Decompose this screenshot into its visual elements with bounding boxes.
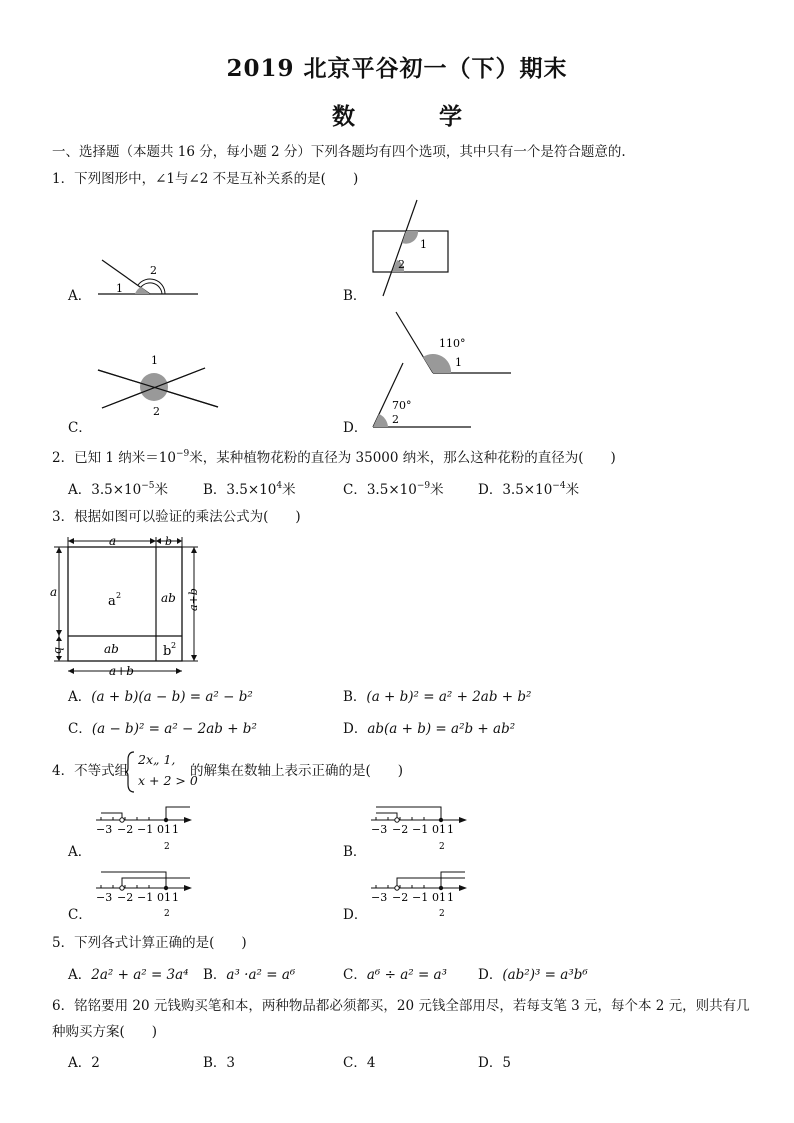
q2-stem-post: 米，某种植物花粉的直径为 35000 纳米，那么这种花粉的直径为( ) <box>189 450 616 466</box>
q5-option-c-text: a⁶ ÷ a² = a³ <box>366 967 448 983</box>
q3-option-c <box>68 720 257 738</box>
q4d-tick-1: 1 <box>447 891 454 904</box>
q5-option-b <box>203 966 295 984</box>
q2-option-d-unit: 米 <box>565 482 580 498</box>
q4-brace <box>124 750 136 794</box>
q1c-angle-1: 1 <box>151 354 158 367</box>
q4-system-line2: x + 2 > 0 <box>138 773 198 788</box>
q2-option-a-exp: −5 <box>141 481 155 491</box>
q2-option-d-label: D． <box>478 482 503 498</box>
q6-option-a <box>68 1054 100 1072</box>
q4c-tick-1: 1 <box>172 891 179 904</box>
q5-option-d-label: D． <box>478 967 503 983</box>
q4d-tick-half-den: 2 <box>439 909 445 918</box>
q6-option-a-label: A． <box>68 1055 92 1071</box>
q4-stem-post: 的解集在数轴上表示正确的是( ) <box>190 763 404 779</box>
q2-stem <box>52 449 616 467</box>
q3-area-ab-bottom: ab <box>104 642 119 656</box>
q3-top-a: a <box>109 534 117 548</box>
q3-option-d-label: D． <box>343 721 368 737</box>
q4-option-a-label: A． <box>68 844 92 860</box>
q2-option-c-base: 3.5×10 <box>366 482 417 498</box>
q2-option-a <box>68 481 168 499</box>
q4b-tick-m2: −2 <box>392 823 409 836</box>
q4a-tick-m1: −1 <box>137 823 154 836</box>
q1d-angle-110: 110° <box>439 337 466 350</box>
q4-stem-pre: 4．不等式组 <box>52 763 129 779</box>
q3-option-b-text: (a + b)² = a² + 2ab + b² <box>366 689 532 705</box>
q2-option-d-exp: −4 <box>552 481 566 491</box>
q2-option-c-exp: −9 <box>416 481 431 491</box>
q3-option-b-label: B． <box>343 689 367 705</box>
q4d-tick-half-num: 1 <box>439 891 446 904</box>
q1b-angle-1: 1 <box>420 238 427 251</box>
q4b-tick-1: 1 <box>447 823 454 836</box>
q3-bottom-apb: a+b <box>109 664 134 678</box>
page-title: 2019 北京平谷初一（下）期末 <box>226 55 568 82</box>
q6-option-c-label: C． <box>343 1055 367 1071</box>
q6-option-b-text: 3 <box>226 1055 236 1071</box>
q2-option-a-label: A． <box>68 482 92 498</box>
q3-option-c-text: (a − b)² = a² − 2ab + b² <box>91 721 257 737</box>
q5-option-a <box>68 966 189 984</box>
q1-figure-d <box>365 305 520 430</box>
q1d-angle-1: 1 <box>455 356 462 369</box>
q3-option-a-label: A． <box>68 689 92 705</box>
q1b-angle-2: 2 <box>398 258 405 271</box>
q4a-tick-half-num: 1 <box>164 823 171 836</box>
q3-left-a: a <box>50 585 58 599</box>
q3-option-a-text: (a + b)(a − b) = a² − b² <box>91 689 253 705</box>
q4-numberline-a <box>92 803 202 855</box>
q3-option-b <box>343 688 531 706</box>
q5-stem: 5．下列各式计算正确的是( ) <box>52 935 247 951</box>
q3-stem: 3．根据如图可以验证的乘法公式为( ) <box>52 509 301 525</box>
q1c-angle-2: 2 <box>153 405 160 418</box>
q4d-tick-0: 0 <box>432 891 439 904</box>
q1-option-c-label: C． <box>68 420 92 436</box>
q4b-tick-m1: −1 <box>412 823 429 836</box>
q3-option-c-label: C． <box>68 721 92 737</box>
q2-stem-exp: −9 <box>175 449 190 459</box>
q4b-tick-half-den: 2 <box>439 842 445 852</box>
q4d-tick-m2: −2 <box>392 891 409 904</box>
q6-option-a-text: 2 <box>91 1055 100 1071</box>
q2-option-c-label: C． <box>343 482 367 498</box>
q4-numberline-c <box>92 866 202 918</box>
q4-numberline-d <box>367 866 477 918</box>
q3-option-d <box>343 720 515 738</box>
q6-option-d-text: 5 <box>502 1055 511 1071</box>
q2-option-b <box>203 481 296 499</box>
q2-option-b-unit: 米 <box>282 482 296 498</box>
q3-area-a2: a <box>108 594 116 609</box>
q2-option-d-base: 3.5×10 <box>502 482 553 498</box>
q5-option-c-label: C． <box>343 967 367 983</box>
q3-area-a2-exp: 2 <box>116 591 122 600</box>
q4d-tick-m3: −3 <box>371 891 388 904</box>
q4b-tick-half-num: 1 <box>439 823 446 836</box>
q4b-tick-m3: −3 <box>371 823 388 836</box>
q4a-tick-m2: −2 <box>117 823 134 836</box>
q1-option-a-label: A． <box>68 288 92 304</box>
subject-title: 数 学 <box>331 103 500 130</box>
q2-option-b-label: B． <box>203 482 227 498</box>
q3-option-a <box>68 688 253 706</box>
q4c-tick-m1: −1 <box>137 891 154 904</box>
q6-option-d-label: D． <box>478 1055 503 1071</box>
q2-option-a-unit: 米 <box>154 482 168 498</box>
q4a-tick-1: 1 <box>172 823 179 836</box>
q3-top-b: b <box>165 535 173 548</box>
q1-figure-c <box>90 350 225 425</box>
q4-system-line1: 2x„ 1, <box>138 752 176 767</box>
q4-numberline-b <box>367 803 477 855</box>
q2-option-a-base: 3.5×10 <box>91 482 142 498</box>
q4b-tick-0: 0 <box>432 823 439 836</box>
q2-option-c <box>343 481 444 499</box>
q3-right-apb: a+b <box>187 588 200 611</box>
section-heading: 一、选择题（本题共 16 分，每小题 2 分）下列各题均有四个选项，其中只有一个是符合题意的. <box>52 144 626 160</box>
q6-option-d <box>478 1054 511 1072</box>
q1d-angle-2: 2 <box>392 413 399 426</box>
q5-option-d <box>478 966 588 984</box>
q5-option-b-label: B． <box>203 967 227 983</box>
q4c-tick-half-num: 1 <box>164 891 171 904</box>
q1-figure-a <box>90 250 210 310</box>
q4d-tick-m1: −1 <box>412 891 429 904</box>
q4c-tick-m3: −3 <box>96 891 113 904</box>
q1-option-d-label: D． <box>343 420 368 436</box>
q3-area-ab-right: ab <box>161 591 176 605</box>
q5-option-c <box>343 966 447 984</box>
q4-option-b-label: B． <box>343 844 367 860</box>
q6-stem-line1: 6．铭铭要用 20 元钱购买笔和本，两种物品都必须都买，20 元钱全部用尽，若每支笔 3 元，每个本 2 元，则共有几 <box>52 998 750 1014</box>
q6-option-c-text: 4 <box>366 1055 376 1071</box>
q4c-tick-0: 0 <box>157 891 164 904</box>
q2-option-c-unit: 米 <box>430 482 444 498</box>
q4-option-c-label: C． <box>68 907 92 923</box>
q1a-angle-2: 2 <box>150 264 157 277</box>
q3-left-b: b <box>52 647 65 655</box>
q2-stem-pre: 2．已知 1 纳米＝10 <box>52 450 176 466</box>
q4a-tick-half-den: 2 <box>164 842 170 852</box>
q2-option-b-exp: 4 <box>276 481 283 491</box>
q1-figure-b <box>365 198 465 300</box>
q4c-tick-half-den: 2 <box>164 909 170 918</box>
q6-option-b <box>203 1054 235 1072</box>
q3-area-b2-exp: 2 <box>171 641 177 650</box>
q3-option-d-text: ab(a + b) = a²b + ab² <box>367 721 516 737</box>
q5-option-a-label: A． <box>68 967 92 983</box>
q2-option-b-base: 3.5×10 <box>226 482 277 498</box>
q6-option-c <box>343 1054 375 1072</box>
q3-area-b2: b <box>163 644 172 659</box>
q5-option-a-text: 2a² + a² = 3a⁴ <box>91 967 189 983</box>
q4-option-d-label: D． <box>343 907 368 923</box>
q1a-angle-1: 1 <box>116 282 123 295</box>
q5-option-d-text: (ab²)³ = a³b⁶ <box>502 967 588 983</box>
q5-option-b-text: a³ ·a² = a⁶ <box>226 967 296 983</box>
q4c-tick-m2: −2 <box>117 891 134 904</box>
q1d-angle-70: 70° <box>392 399 412 412</box>
q2-option-d <box>478 481 579 499</box>
q3-square-figure <box>46 532 206 682</box>
q6-option-b-label: B． <box>203 1055 227 1071</box>
q6-stem-line2: 种购买方案( ) <box>52 1024 158 1040</box>
q4a-tick-0: 0 <box>157 823 164 836</box>
q1-option-b-label: B． <box>343 288 367 304</box>
q4a-tick-m3: −3 <box>96 823 113 836</box>
q1-stem: 1．下列图形中，∠1与∠2 不是互补关系的是( ) <box>52 171 359 187</box>
